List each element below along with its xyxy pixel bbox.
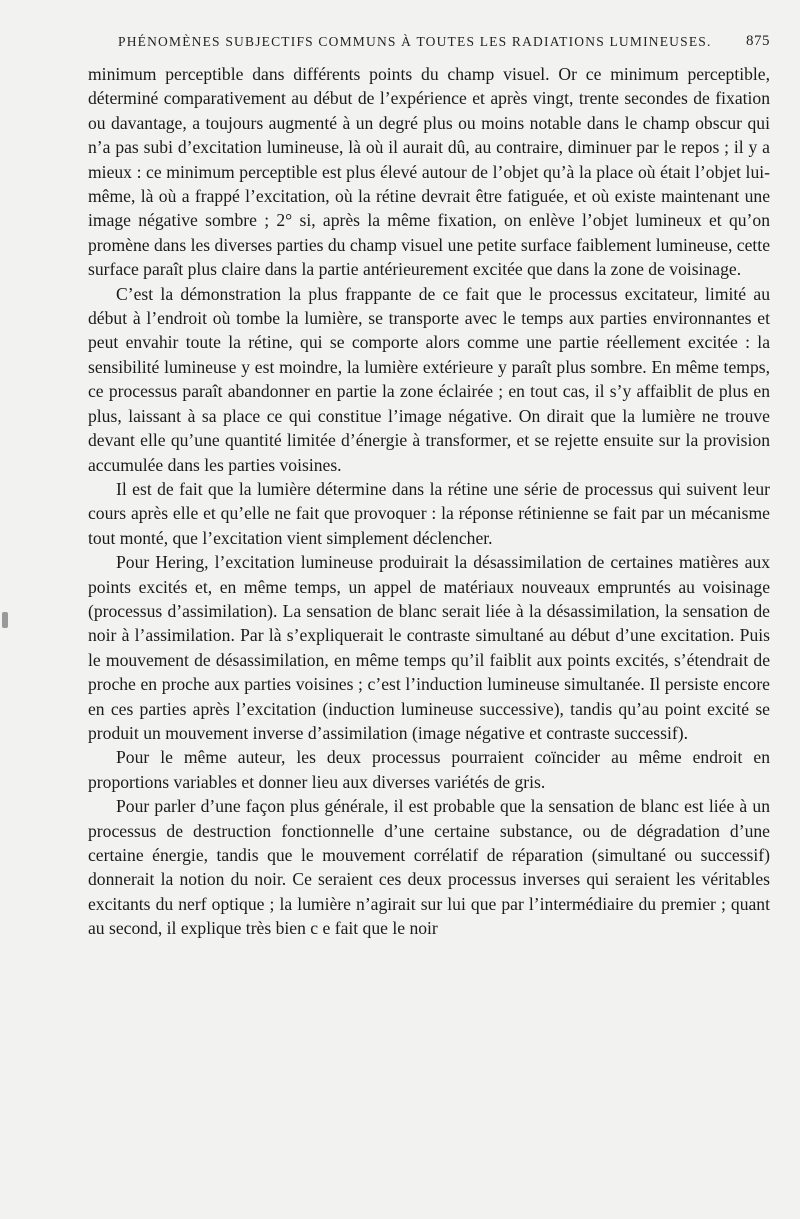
paragraph-continued: minimum perceptible dans différents points du champ visuel. Or ce minimum perceptible, déterminé comparativement au début de l’expérience et après vingt, trente secondes de fixation ou davantage, a toujours augmenté à un degré plus ou moins notable dans le champ obscur qui n’a pas subi d’excitation lumineuse, là où il aurait dû, au contraire, diminuer par le repos ; il y a mieux : ce minimum perceptible est plus élevé autour de l’objet qu’à la place où était l’objet lui-même, là où a frappé l’excitation, où la rétine devrait être fatiguée, et où existe maintenant une image négative sombre ; 2° si, après la même fixation, on enlève l’objet lumineux et qu’on promène dans les diverses parties du champ visuel une petite surface faiblement lumineuse, cette surface paraît plus claire dans la partie antérieurement excitée que dans la zone de voisinage. [88, 64, 771, 280]
binding-mark [2, 612, 8, 628]
paragraph: C’est la démonstration la plus frappante de ce fait que le processus excitateur, limité au début à l’endroit où tombe la lumière, se transporte avec le temps aux parties environnantes et peut envahir toute la rétine, qui se comporte alors comme une partie réellement excitée : la sensibilité lumineuse y est moindre, la lumière extérieure y paraît plus sombre. En même temps, ce processus paraît abandonner en partie la zone éclairée ; en tout cas, il s’y affaiblit de plus en plus, laissant à sa place ce qui constitue l’image négative. On dirait que la lumière ne trouve devant elle qu’une quantité limitée d’énergie à transformer, et se rejette ensuite sur la provision accumulée dans les parties voisines. [88, 283, 770, 475]
body-text [88, 62, 770, 941]
paragraph: Pour le même auteur, les deux processus pourraient coïncider au même endroit en proportions variables et donner lieu aux diverses variétés de gris. [88, 747, 770, 792]
running-header [118, 30, 770, 56]
running-title: PHÉNOMÈNES SUBJECTIFS COMMUNS À TOUTES LES RADIATIONS LUMINEUSES. [118, 34, 712, 49]
paragraph: Il est de fait que la lumière détermine dans la rétine une série de processus qui suivent leur cours après elle et qu’elle ne fait que provoquer : la réponse rétinienne se fait par un mécanisme tout monté, que l’excitation vient simplement déclencher. [88, 478, 770, 548]
page-number: 875 [746, 33, 770, 49]
paragraph: Pour parler d’une façon plus générale, il est probable que la sensation de blanc est liée à un processus de destruction fonctionnelle d’une certaine substance, ou de dégradation d’une certaine énergie, tandis que le mouvement corrélatif de réparation (simultané ou successif) donnerait la notion du noir. Ce seraient ces deux processus inverses qui seraient les véritables excitants du nerf optique ; la lumière n’agirait sur lui que par l’intermédiaire du premier ; quant au second, il explique très bien c e fait que le noir [88, 796, 770, 939]
paragraph: Pour Hering, l’excitation lumineuse produirait la désassimilation de certaines matières aux points excités et, en même temps, un appel de matériaux nouveaux empruntés au voisinage (processus d’assimilation). La sensation de blanc serait liée à la désassimilation, la sensation de noir à l’assimilation. Par là s’expliquerait le contraste simultané au début d’une excitation. Puis le mouvement de désassimilation, en même temps qu’il faiblit aux points excités, s’étendrait de proche en proche aux parties voisines ; c’est l’induction lumineuse simultanée. Il persiste encore en ces parties après l’excitation (induction lumineuse successive), tandis qu’au point excité se produit un mouvement inverse d’assimilation (image négative et contraste successif). [88, 552, 770, 743]
